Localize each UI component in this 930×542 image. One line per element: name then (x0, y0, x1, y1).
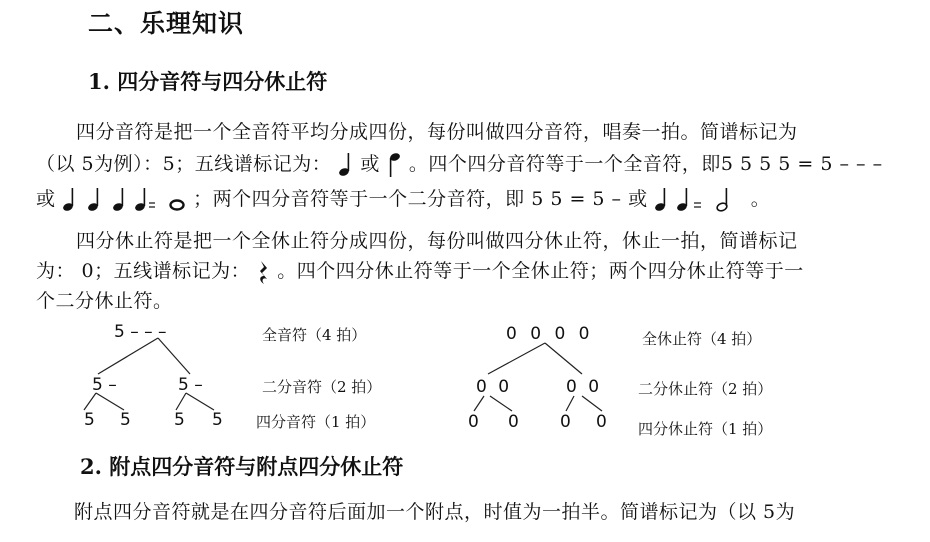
para1-line2-a: （以 5为例）：5；五线谱标记为： (36, 153, 332, 175)
tree-notes-label: 四分音符（1 拍） (256, 413, 376, 431)
para2-line2-b: 。四个四分休止符等于一个全休止符；两个四分休止符等于一 (277, 260, 804, 282)
tree-notes-label: 二分音符（2 拍） (262, 378, 382, 396)
tree-rests-mid-left: 0 0 (476, 377, 513, 397)
para2-line1: 四分休止符是把一个全休止符分成四份，每份叫做四分休止符，休止一拍，简谱标记 (76, 230, 798, 252)
para1-line2-b: 或 (360, 153, 380, 175)
tree-rests-leaf: 0 (560, 412, 571, 432)
tree-rests-leaf: 0 (508, 412, 519, 432)
para2-line2-a: 为： 0；五线谱标记为： (36, 260, 251, 282)
tree-notes-leaf: 5 (120, 410, 131, 430)
section-title: 二、乐理知识 (88, 9, 245, 38)
para3-line1: 附点四分音符就是在四分音符后面加一个附点，时值为一拍半。简谱标记为（以 5为 (74, 501, 796, 523)
tree-notes-mid-right: 5 – (178, 375, 203, 395)
para1-line1: 四分音符是把一个全音符平均分成四份，每份叫做四分音符，唱奏一拍。简谱标记为 (76, 121, 798, 143)
para2-line3: 个二分休止符。 (36, 290, 173, 312)
tree-rests-mid-right: 0 0 (566, 377, 603, 397)
para1-line2-c: 。四个四分音符等于一个全音符，即5 5 5 5 = 5 – – – (408, 153, 883, 175)
tree-rests-leaf: 0 (596, 412, 607, 432)
tree-rests-leaf: 0 (468, 412, 479, 432)
tree-notes-leaf: 5 (174, 410, 185, 430)
tree-rests-label: 全休止符（4 拍） (642, 330, 762, 348)
subsection-2-title: 2. 附点四分音符与附点四分休止符 (80, 454, 404, 479)
tree-rests-root: 0 0 0 0 (506, 324, 594, 344)
para1-line3-c: 。 (750, 188, 771, 210)
tree-rests-label: 四分休止符（1 拍） (638, 420, 773, 438)
tree-notes-leaf: 5 (84, 410, 95, 430)
tree-notes-root: 5 – – – (114, 322, 167, 342)
tree-rests-label: 二分休止符（2 拍） (638, 380, 773, 398)
tree-notes-leaf: 5 (212, 410, 223, 430)
para1-line3-b: ；两个四分音符等于一个二分音符，即 5 5 = 5 – 或 (193, 188, 648, 210)
subsection-1-title: 1. 四分音符与四分休止符 (88, 69, 328, 94)
para1-line3-a: 或 (36, 188, 56, 210)
tree-notes-mid-left: 5 – (92, 375, 117, 395)
tree-notes-label: 全音符（4 拍） (262, 326, 367, 344)
